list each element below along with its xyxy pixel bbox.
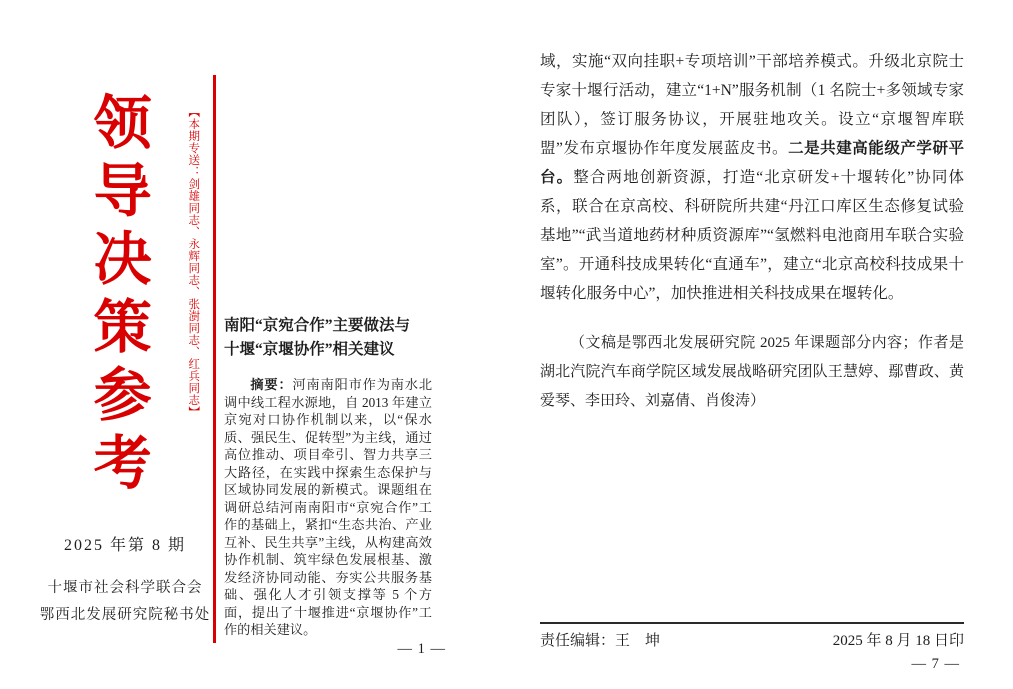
- print-date: 2025 年 8 月 18 日印: [832, 633, 964, 649]
- article-abstract: 摘要：河南南阳市作为南水北调中线工程水源地，自 2013 年建立京宛对口协作机制以来，以“保水质、强民生、促转型”为主线，通过高位推动、项目牵引、智力共享三大路径，在实践中探索生态保护与区域协同发展的新模式。课题组在调研总结河南南阳市“京宛合作”工作的基础上，紧扣“生态共治、产业互补、民生共享”主线，从构建高效协作机制、筑牢绿色发展根基、激发经济协同动能、夯实公共服务基础、强化人才引领支撑等 5 个方面，提出了十堰推进“京堰协作”工作的相关建议。: [224, 377, 433, 637]
- left-page-number: — 1 —: [397, 641, 446, 657]
- issue-number: 2025 年第 8 期: [63, 537, 186, 554]
- right-body-column: [540, 47, 964, 416]
- body-paragraph-1: 域，实施“双向挂职+专项培训”干部培养模式。升级北京院士专家十堰行活动，建立“1+N”服务机制（1 名院士+多领域专家团队），签订服务协议，开展驻地攻关。设立“京堰智库联盟”发布京堰协作年度发展蓝皮书。二是共建高能级产学研平台。整合两地创新资源，打造“北京研发+十堰转化”协同体系，联合在京高校、科研院所共建“丹江口库区生态修复试验基地”“武当道地药材种质资源库”“氢燃料电池商用车联合实验室”。开通科技成果转化“直通车”，建立“北京高校科技成果十堰转化服务中心”，加快推进相关科技成果在堰转化。: [540, 53, 964, 302]
- article-title-line-1: 南阳“京宛合作”主要做法与: [224, 317, 411, 334]
- right-page-number: — 7 —: [911, 656, 960, 672]
- body-paragraph-authors-note: （文稿是鄂西北发展研究院 2025 年课题部分内容；作者是湖北汽院汽车商学院区域发展战略研究团队王慧婷、鄢曹政、黄爱琴、李田玲、刘嘉倩、肖俊涛）: [540, 335, 964, 409]
- responsible-editor: 责任编辑：王 坤: [540, 633, 661, 649]
- masthead-title: 领导决策参考: [83, 92, 152, 500]
- masthead-dedication: 【本期专送：剑雄同志、永辉同志、张澍同志、红兵同志】: [187, 106, 200, 418]
- footer-row: [540, 631, 964, 651]
- publisher-line-1: 十堰市社会科学联合会: [47, 580, 203, 596]
- publisher-line-2: 鄂西北发展研究院秘书处: [39, 607, 211, 623]
- article-title-line-2: 十堰“京堰协作”相关建议: [224, 341, 395, 358]
- footer-divider-rule: [540, 622, 964, 624]
